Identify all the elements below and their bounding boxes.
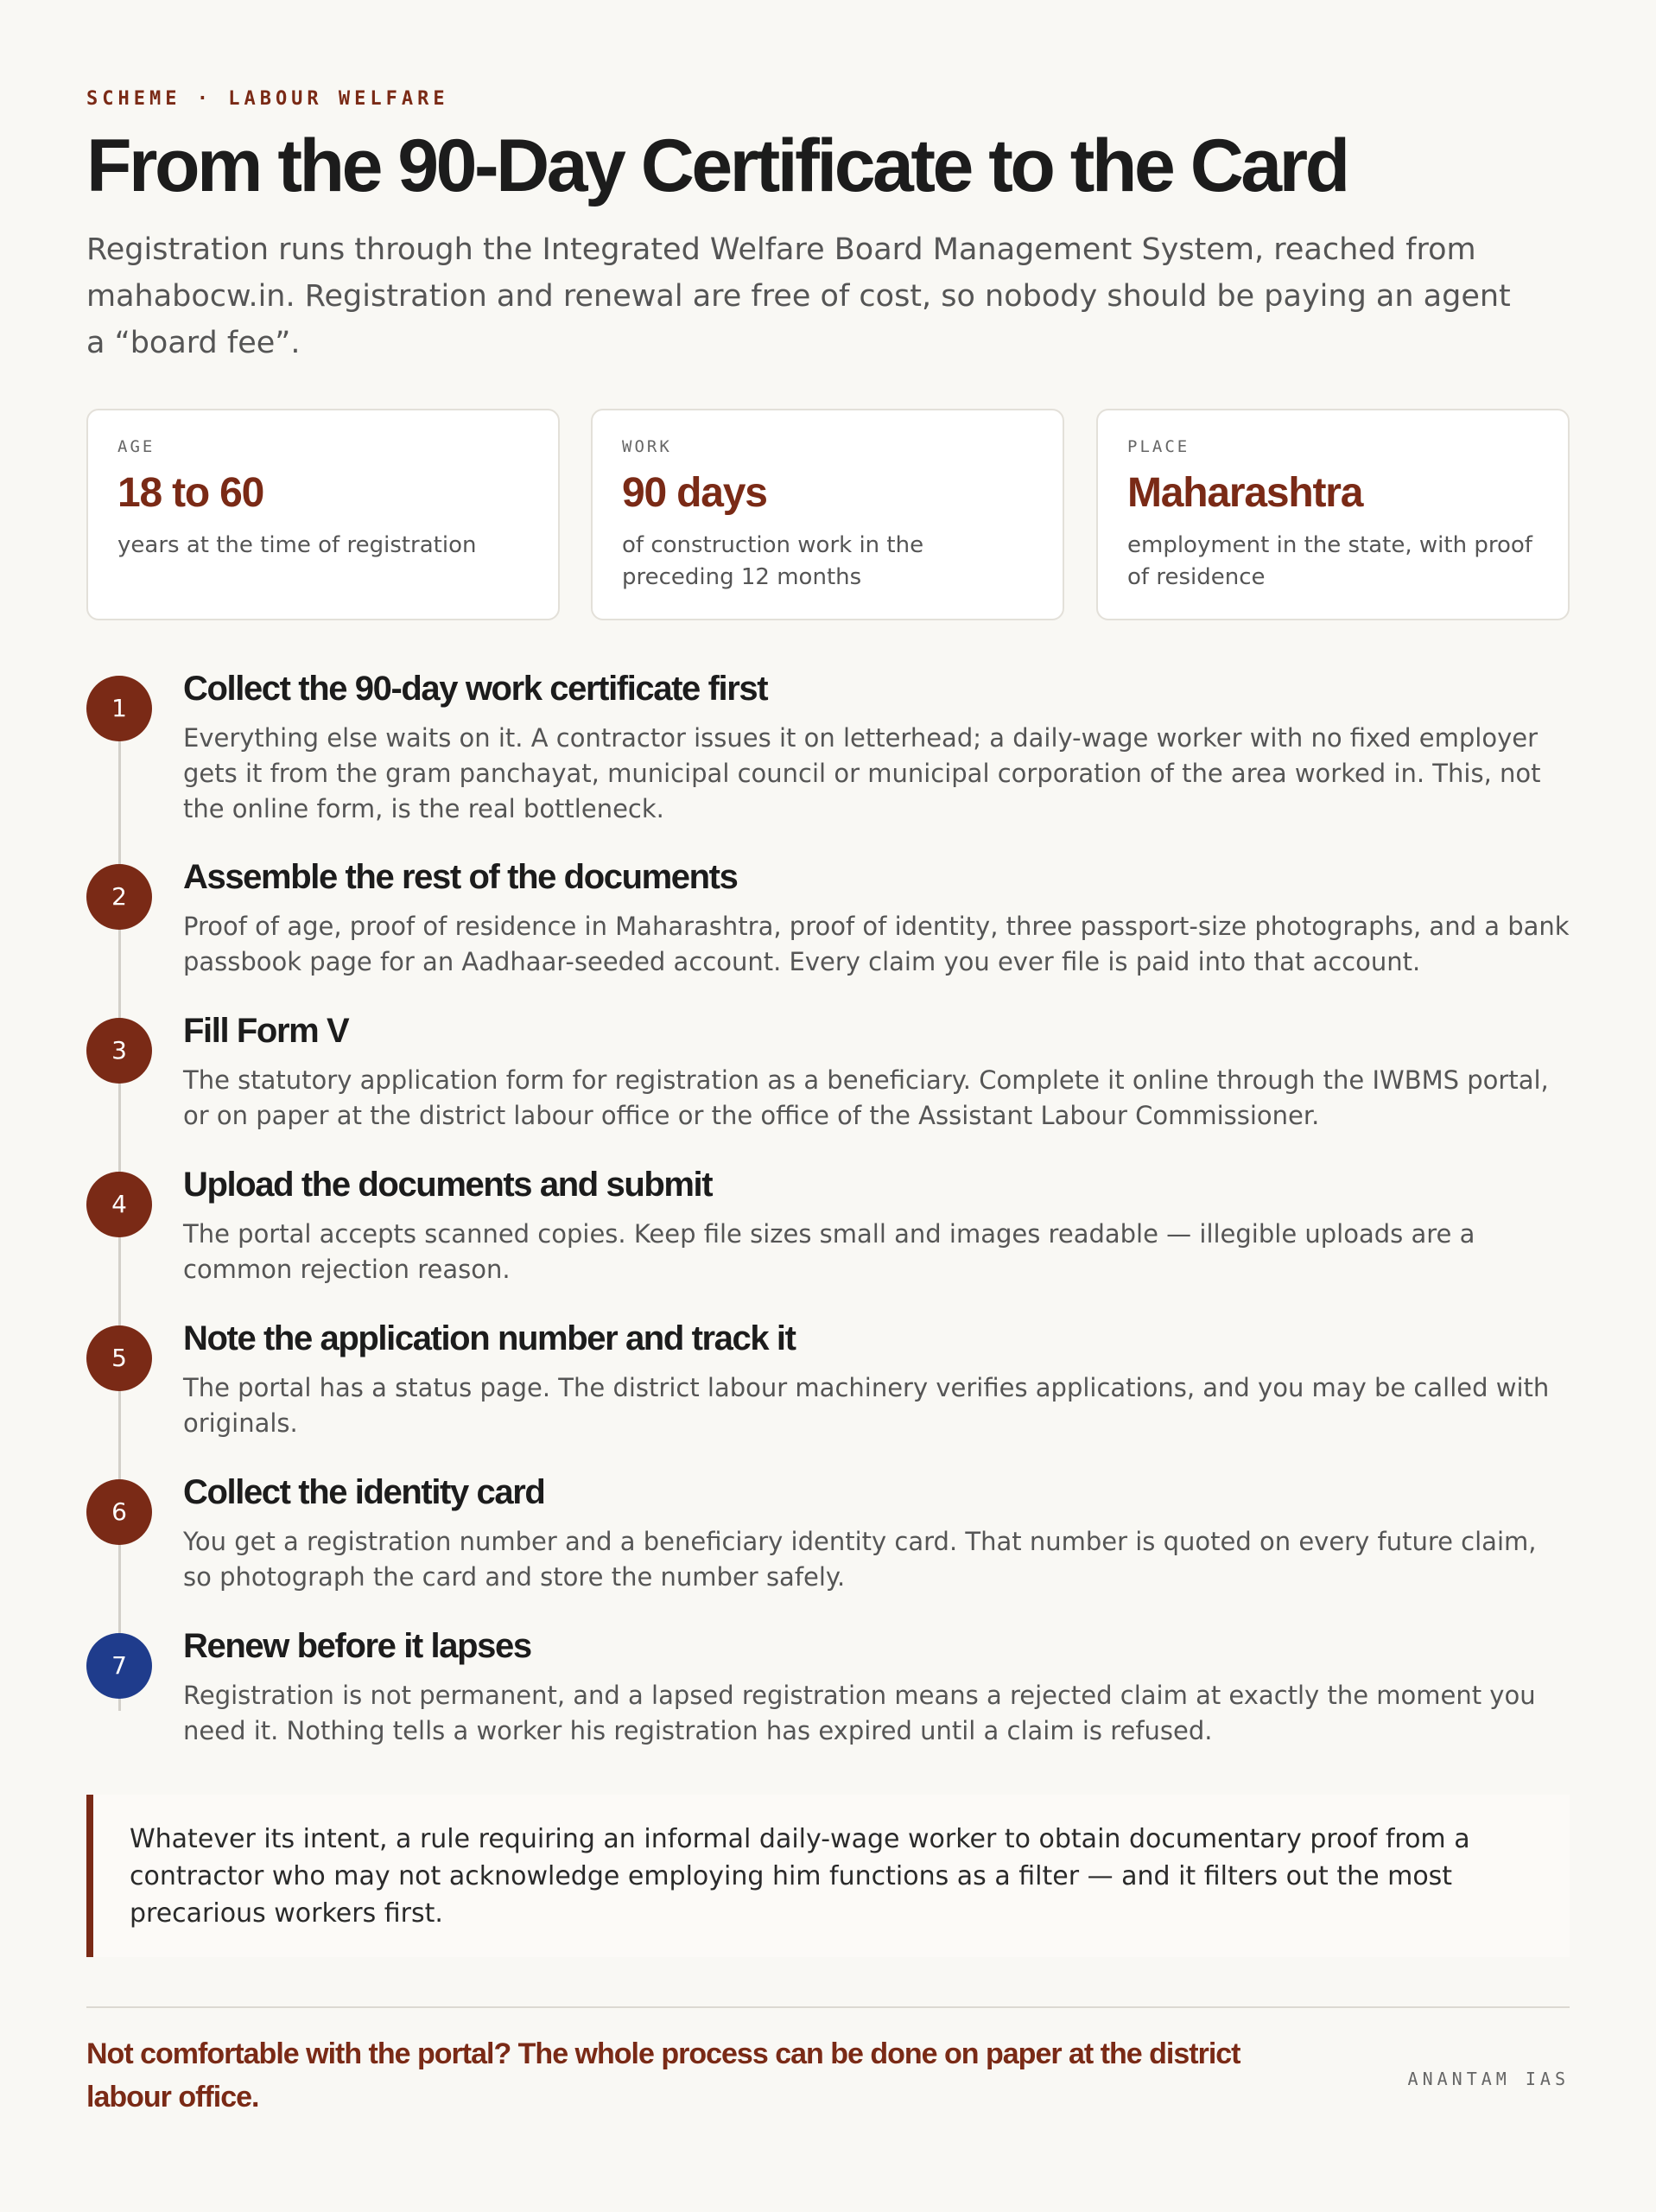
step-description: Everything else waits on it. A contractor issues it on letterhead; a daily-wage worker with no fixed employer gets it from the gram panchayat, municipal council or municipal corporation of the area worked in. This, not the online form, is the real bottleneck. — [183, 723, 1541, 823]
stat-value: 18 to 60 — [117, 470, 264, 516]
step-number-badge: 2 — [86, 864, 152, 930]
step-description: Proof of age, proof of residence in Maharashtra, proof of identity, three passport-size photographs, and a bank passbook page for an Aadhaar-seeded account. Every claim you ever file is paid into that account. — [183, 912, 1570, 976]
divider — [86, 2006, 1570, 2008]
stat-description: years at the time of registration — [117, 532, 477, 558]
step-description: Registration is not permanent, and a lapsed registration means a rejected claim at exactly the moment you need it. Nothing tells a worker his registration has expired until a claim is refused. — [183, 1681, 1536, 1745]
step-title: Assemble the rest of the documents — [183, 858, 738, 896]
step-number-badge: 3 — [86, 1018, 152, 1084]
step-title: Fill Form V — [183, 1012, 349, 1050]
section-eyebrow: SCHEME · LABOUR WELFARE — [86, 88, 449, 110]
intro-paragraph: Registration runs through the Integrated Welfare Board Management System, reached from mahabocw.in. Registration and renewal are free of cost, so nobody should be paying an agent a “board fee”. — [86, 232, 1511, 360]
stat-label: AGE — [117, 437, 155, 456]
step-description: You get a registration number and a beneficiary identity card. That number is quoted on every future claim, so photograph the card and store the number safely. — [183, 1527, 1537, 1592]
step-description: The portal accepts scanned copies. Keep file sizes small and images readable — illegible uploads are a common rejection reason. — [183, 1219, 1475, 1284]
step-title: Collect the identity card — [183, 1473, 545, 1511]
stat-label: PLACE — [1127, 437, 1190, 456]
step-number-badge: 5 — [86, 1325, 152, 1391]
step-title: Upload the documents and submit — [183, 1166, 713, 1204]
step-title: Note the application number and track it — [183, 1319, 796, 1357]
step-title: Collect the 90-day work certificate first — [183, 670, 768, 708]
step-number-badge: 4 — [86, 1172, 152, 1237]
step-description: The statutory application form for registration as a beneficiary. Complete it online through the IWBMS portal, or on paper at the district labour office or the office of the Assistant Labour Commissioner. — [183, 1065, 1549, 1130]
stat-label: WORK — [622, 437, 672, 456]
stat-description: employment in the state, with proof of residence — [1127, 532, 1532, 590]
stat-description: of construction work in the preceding 12 months — [622, 532, 924, 590]
step-description: The portal has a status page. The district labour machinery verifies applications, and you may be called with originals. — [183, 1373, 1550, 1438]
footer-note: Not comfortable with the portal? The whole process can be done on paper at the district labour office. — [86, 2037, 1240, 2113]
step-number-badge: 6 — [86, 1479, 152, 1545]
stat-card-work — [591, 409, 1064, 620]
brand-label: ANANTAM IAS — [1407, 2069, 1570, 2089]
eligibility-cards — [86, 409, 1570, 620]
step-number-badge: 1 — [86, 676, 152, 741]
stat-value: 90 days — [622, 470, 767, 516]
pull-quote: Whatever its intent, a rule requiring an informal daily-wage worker to obtain documentary proof from a contractor who may not acknowledge employing him functions as a filter — and it filters out the most precarious workers first. — [86, 1795, 1570, 1957]
stat-card-age — [86, 409, 560, 620]
stat-value: Maharashtra — [1127, 470, 1363, 516]
step-title: Renew before it lapses — [183, 1627, 531, 1665]
stat-card-place — [1096, 409, 1570, 620]
step-number-badge: 7 — [86, 1633, 152, 1699]
steps-timeline — [86, 665, 1570, 1754]
page-title: From the 90-Day Certificate to the Card — [86, 124, 1348, 207]
